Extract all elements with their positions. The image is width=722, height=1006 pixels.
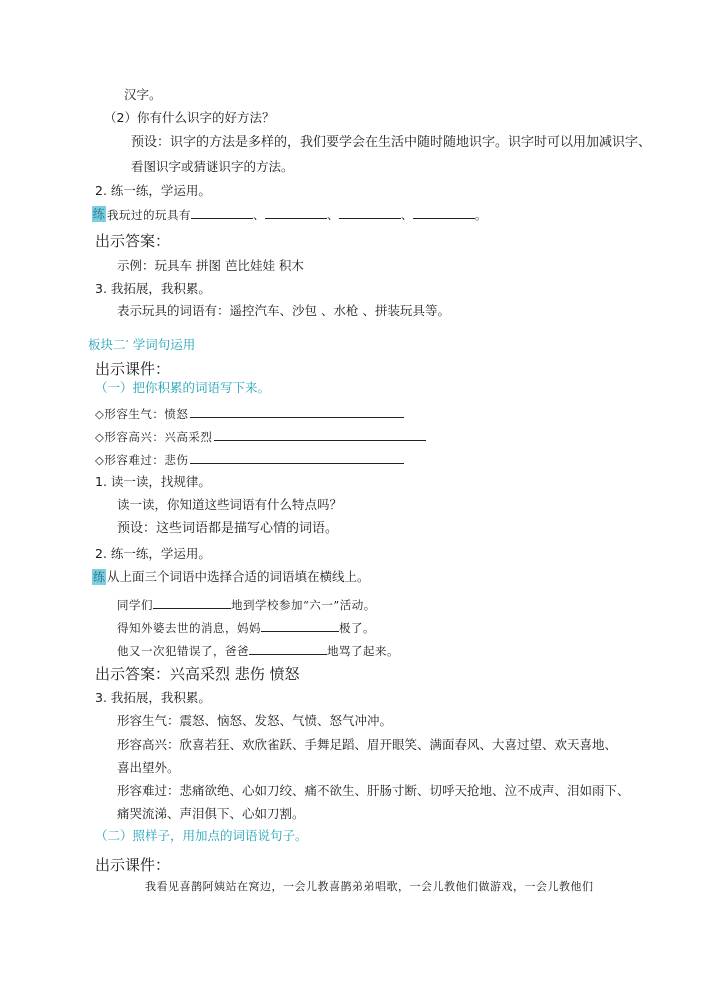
preset-line: 预设：识字的方法是多样的，我们要学会在生活中随时随地识字。识字时可以用加减识字、 (131, 135, 652, 150)
step-heading: 3. 我拓展，我积累。 (95, 281, 211, 296)
answer-example: 示例：玩具车 拼图 芭比娃娃 积木 (117, 258, 304, 273)
text-line: 汉字。 (124, 87, 162, 102)
vocab-line: 形容高兴：欣喜若狂、欢欣雀跃、手舞足蹈、眉开眼笑、满面春风、大喜过望、欢天喜地、 (117, 737, 618, 752)
subsection-heading: （二）照样子，用加点的词语说句子。 (95, 828, 308, 843)
exercise-line: 练 我玩过的玩具有 、 、 、 。 (92, 207, 487, 222)
courseware-heading: 出示课件： (95, 360, 171, 378)
answer-blank (339, 206, 401, 219)
exercise-text: 从上面三个词语中选择合适的词语填在横线上。 (107, 569, 370, 584)
answer-heading: 出示答案：兴高采烈 悲伤 愤怒 (95, 665, 300, 683)
answer-blank (214, 428, 426, 441)
vocab-line: 形容生气：震怒、恼怒、发怒、气愤、怒气冲冲。 (117, 713, 393, 728)
answer-blank (153, 596, 231, 609)
answer-blank (249, 642, 327, 655)
example-sentence: 我看见喜鹊阿姨站在窝边，一会儿教喜鹊弟弟唱歌，一会儿教他们做游戏，一会儿教他们 (145, 880, 594, 893)
section-title: 学词句运用 (132, 337, 196, 352)
answer-heading: 出示答案： (95, 232, 171, 250)
step-heading: 1. 读一读，找规律。 (95, 474, 211, 489)
step-heading: 3. 我拓展，我积累。 (95, 690, 211, 705)
vocab-line: 痛哭流涕、声泪俱下、心如刀割。 (117, 806, 305, 821)
vocab-line: 形容难过：悲痛欲绝、心如刀绞、痛不欲生、肝肠寸断、切呼天抢地、泣不成声、泪如雨下、 (117, 783, 630, 798)
exercise-text: 我玩过的玩具有 (107, 208, 191, 222)
subsection-heading: （一）把你积累的词语写下来。 (95, 380, 271, 395)
answer-blank (190, 405, 404, 418)
courseware-heading: 出示课件： (95, 856, 171, 874)
question-line: 读一读，你知道这些词语有什么特点吗？ (117, 497, 343, 512)
practice-badge-icon: 练 (92, 207, 106, 221)
answer-blank (191, 206, 253, 219)
answer-blank (265, 206, 327, 219)
question-line: （2）你有什么识字的好方法？ (104, 110, 275, 125)
answer-blank (261, 619, 339, 632)
section-heading: 板块二’ 学词句运用 (88, 337, 196, 352)
practice-badge-icon: 练 (92, 570, 105, 584)
answer-blank (413, 206, 475, 219)
word-row: ◇形容高兴：兴高采烈 (95, 428, 426, 445)
fill-sentence: 同学们 地到学校参加“六一”活动。 (117, 598, 376, 612)
fill-sentence: 得知外婆去世的消息，妈妈 极了。 (117, 621, 375, 635)
section-label: 板块二 (88, 337, 126, 352)
answer-blank (190, 451, 404, 464)
preset-line: 看图识字或猜谜识字的方法。 (131, 159, 294, 174)
vocab-line: 表示玩具的词语有：遥控汽车、沙包 、水枪 、拼装玩具等。 (117, 303, 450, 318)
step-heading: 2. 练一练，学运用。 (95, 546, 211, 561)
word-row: ◇形容生气：愤怒 (95, 405, 404, 422)
vocab-line: 喜出望外。 (117, 760, 180, 775)
fill-sentence: 他又一次犯错误了，爸爸 地骂了起来。 (117, 644, 399, 658)
step-heading: 2. 练一练，学运用。 (95, 183, 211, 198)
word-row: ◇形容难过：悲伤 (95, 451, 404, 468)
preset-line: 预设：这些词语都是描写心情的词语。 (117, 521, 339, 536)
exercise-line (92, 569, 370, 585)
